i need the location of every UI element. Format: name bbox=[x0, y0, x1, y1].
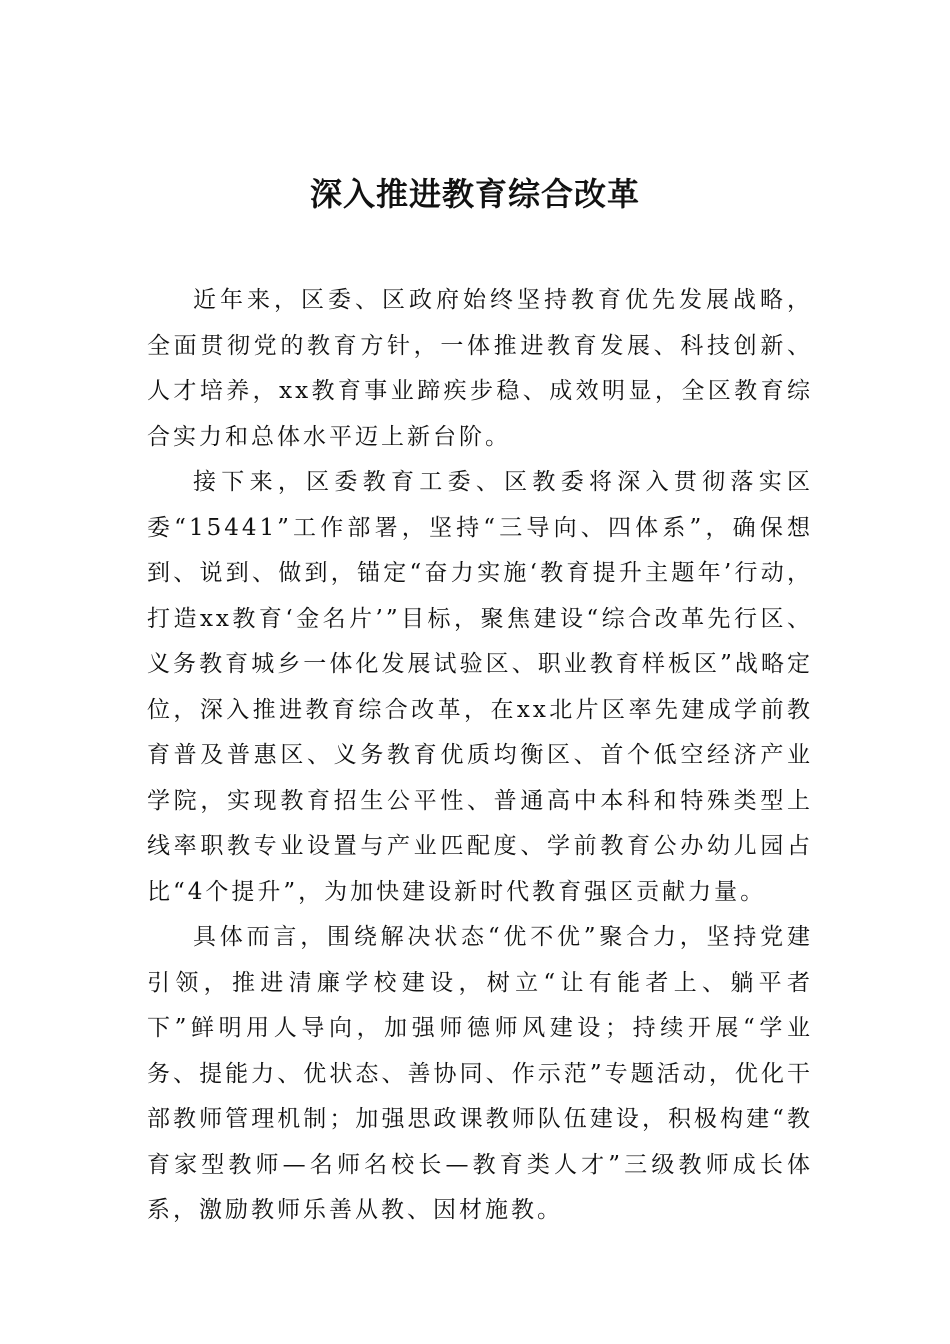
paragraph-3: 具体而言，围绕解决状态“优不优”聚合力，坚持党建引领，推进清廉学校建设，树立“让有能者上、躺平者下”鲜明用人导向，加强师德师风建设；持续开展“学业务、提能力、优状态、善协同、作示范”专题活动，优化干部教师管理机制；加强思政课教师队伍建设，积极构建“教育家型教师—名师名校长—教育类人才”三级教师成长体系，激励教师乐善从教、因材施教。 bbox=[147, 924, 813, 1223]
paragraph-2: 接下来，区委教育工委、区教委将深入贯彻落实区委“15441”工作部署，坚持“三导向、四体系”，确保想到、说到、做到，锚定“奋力实施‘教育提升主题年’行动，打造xx教育‘金名片’”目标，聚焦建设“综合改革先行区、义务教育城乡一体化发展试验区、职业教育样板区”战略定位，深入推进教育综合改革，在xx北片区率先建成学前教育普及普惠区、义务教育优质均衡区、首个低空经济产业学院，实现教育招生公平性、普通高中本科和特殊类型上线率职教专业设置与产业匹配度、学前教育公办幼儿园占比“4个提升”，为加快建设新时代教育强区贡献力量。 bbox=[147, 469, 813, 905]
document-body bbox=[147, 278, 813, 1234]
paragraph-1: 近年来，区委、区政府始终坚持教育优先发展战略，全面贯彻党的教育方针，一体推进教育发展、科技创新、人才培养，xx教育事业蹄疾步稳、成效明显，全区教育综合实力和总体水平迈上新台阶。 bbox=[147, 287, 813, 450]
document-title: 深入推进教育综合改革 bbox=[309, 175, 640, 213]
